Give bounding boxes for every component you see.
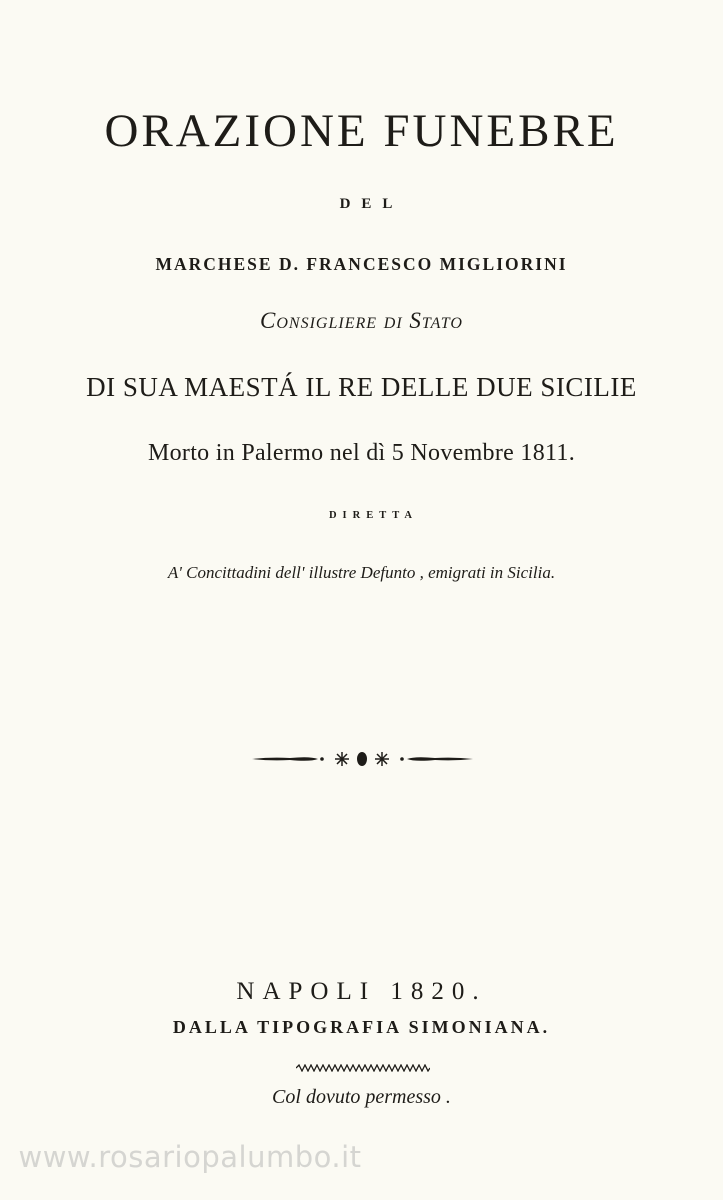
ornament-divider <box>250 744 475 774</box>
directed-label: DIRETTA <box>328 510 419 521</box>
dedication-line: A' Concittadini dell' illustre Defunto , emigrati in Sicilia. <box>167 563 556 582</box>
imprint-printer: DALLA TIPOGRAFIA SIMONIANA. <box>172 1017 551 1037</box>
website-watermark: www.rosariopalumbo.it <box>18 1140 362 1174</box>
death-line: Morto in Palermo nel dì 5 Novembre 1811. <box>147 440 576 466</box>
permission-note: Col dovuto permesso . <box>272 1086 451 1108</box>
imprint-place-year: NAPOLI 1820. <box>236 978 487 1005</box>
wavy-rule <box>296 1064 430 1072</box>
court-line: DI SUA MAESTÁ IL RE DELLE DUE SICILIE <box>86 372 637 402</box>
book-title: ORAZIONE FUNEBRE <box>104 105 619 157</box>
subject-name: MARCHESE D. FRANCESCO MIGLIORINI <box>155 254 568 274</box>
subject-role: Consigliere di Stato <box>260 308 463 333</box>
title-preposition: DEL <box>339 196 404 212</box>
